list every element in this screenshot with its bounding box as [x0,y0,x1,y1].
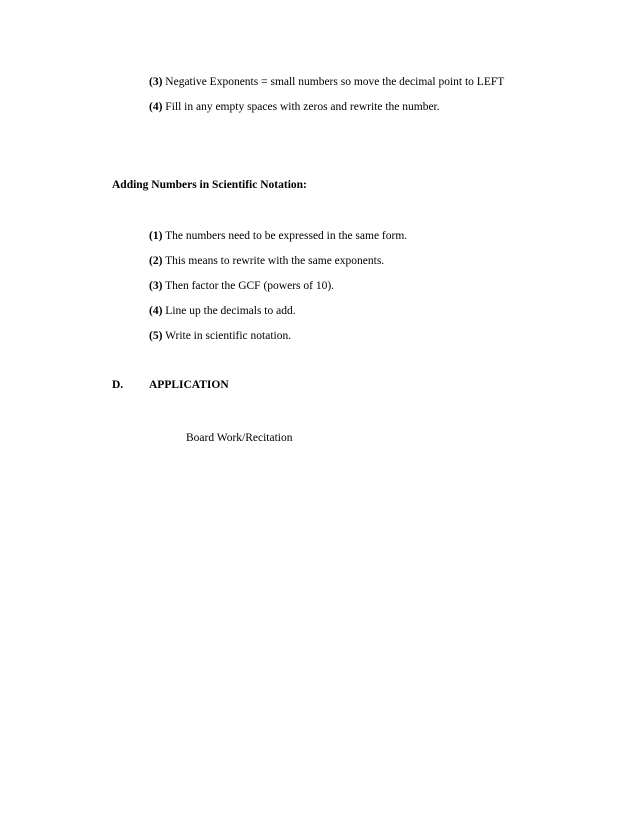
step-number: (3) [149,76,163,88]
step-number: (4) [149,305,163,317]
adding-step-1 [149,229,407,243]
step-text: Then factor the GCF (powers of 10). [162,280,335,292]
step-text: Write in scientific notation. [162,330,292,342]
step-number: (3) [149,280,163,292]
step-text: Negative Exponents = small numbers so move the decimal point to LEFT [162,76,505,88]
continued-step-4 [149,100,440,114]
step-text: Line up the decimals to add. [162,305,296,317]
adding-step-5 [149,329,291,343]
step-text: This means to rewrite with the same exponents. [162,255,385,267]
step-number: (5) [149,330,163,342]
section-body: Board Work/Recitation [186,432,293,444]
continued-step-3 [149,75,504,89]
step-number: (4) [149,101,163,113]
adding-step-4 [149,304,296,318]
step-text: The numbers need to be expressed in the same form. [162,230,408,242]
section-letter: D. [112,379,124,391]
step-text: Fill in any empty spaces with zeros and rewrite the number. [162,101,440,113]
adding-heading: Adding Numbers in Scientific Notation: [112,179,307,191]
adding-step-3 [149,279,334,293]
section-title: APPLICATION [149,379,229,391]
adding-step-2 [149,254,384,268]
step-number: (2) [149,255,163,267]
step-number: (1) [149,230,163,242]
